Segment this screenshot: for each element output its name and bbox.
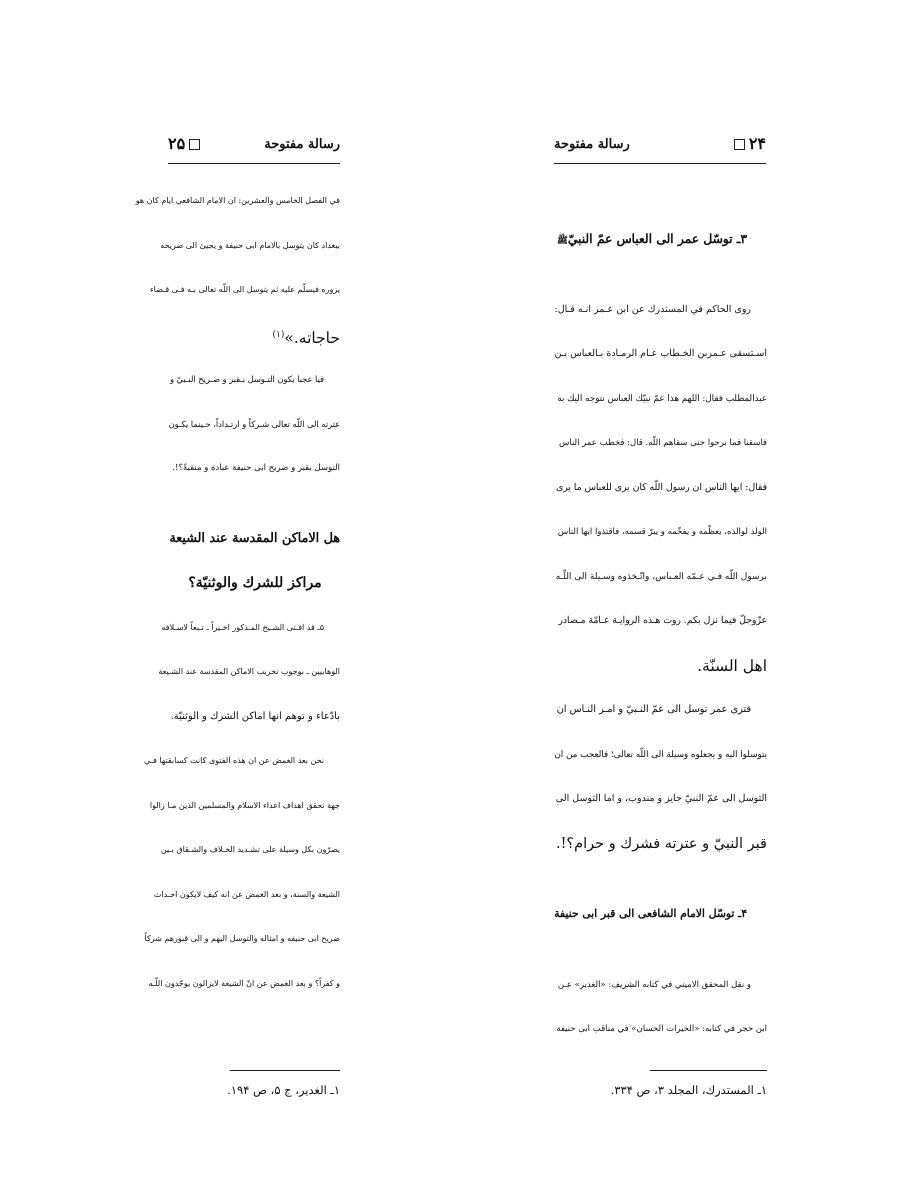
page-number <box>168 134 204 153</box>
text-line: برسول اللّه فـي عـمّه العـباس، واتّـخذوه وسـيلة الی اللّـه <box>555 571 767 582</box>
text-line: يزوره فيسلّم عليه ثم يتوسل الی اللّه تعالی بـه فـی قـضاء <box>149 285 340 294</box>
text-fragment: ۳ـ توسّل عمر الی العباس عمّ النبيّ <box>567 231 747 246</box>
spacer <box>555 873 767 899</box>
right-page <box>450 0 900 1200</box>
text-line: الشيعة والسنة، و بعد الغمض عن انه كيف لايكون احـداث <box>153 889 340 899</box>
text-line: عزّوجلّ فيما نزل بكم. روت هـذه الروايـة عـامّة مـصادر <box>558 615 767 626</box>
text-line: و كفراً؟ و بعد الغمض عن انّ الشيعة لايزالون يوحّدون اللّـه <box>148 978 340 988</box>
section-heading: هل الاماكن المقدسة عند الشيعة <box>169 530 340 546</box>
text-line: يتوسلوا اليه و يجعلوه وسيلة الی اللّه تعالی؛ فالعجب من ان <box>554 749 767 760</box>
footnote-marker: (۱) <box>272 329 285 340</box>
text-line: التوسل الی عمّ النبيّ جايز و مندوب، و اما التوسل الی <box>555 793 767 804</box>
text-line: قبر النبيّ و عترته فشرك و حرام؟!. <box>555 835 767 852</box>
running-title: رسالة مفتوحة <box>264 137 340 152</box>
spacer <box>170 498 340 524</box>
footnote-marker <box>766 1030 767 1031</box>
running-title: رسالة مفتوحة <box>554 137 630 152</box>
page-number-text: ۲۴ <box>748 134 766 153</box>
text-line: فيا عجبا يكون التـوسل بـقبر و ضـريح النـبيّ و <box>169 374 324 384</box>
page-body <box>135 186 340 1013</box>
footnote: ۱ـ الغدير، ج ۵، ص ۱۹۴. <box>227 1083 340 1097</box>
spacer <box>555 269 767 295</box>
text-line: فاسقنا فما برحوا حتی سقاهم اللّه. قال: فخطب عمر الناس <box>559 438 767 448</box>
square-icon <box>734 139 745 150</box>
text-line: نحن بعد الغمض عن ان هذه الفتوی كانت كسابقتها فـي <box>143 756 324 765</box>
spacer <box>555 944 767 970</box>
text-line: ببغداد كان يتوسل بالامام ابی حنيفة و يجیئ الی ضريحه <box>160 240 340 250</box>
salawat-glyph: ﷺ <box>556 236 568 246</box>
text-line: جهة تحقق اهداف اعداء الاسلام والمسلمين الذين مـا زالوا <box>149 800 340 810</box>
text-line: ابن حجر في كتابه: «الخيرات الحسان» في مناقب ابی حنيفة <box>556 1024 767 1034</box>
page-number <box>730 134 766 153</box>
text-line: فقال: ايها الناس ان رسول اللّه كان يری للعباس ما يری <box>555 481 767 493</box>
text-line-with-marker <box>170 320 340 365</box>
page-body <box>555 224 767 1059</box>
section-heading <box>555 224 767 269</box>
text-line: اسـتسقی عـمربن الخـطاب عـام الرمـادة بـالعباس بـن <box>554 348 767 359</box>
text-line: ضريح ابی حنيفه و امثاله والتوسل اليهم و الی قبورهم شركاً <box>144 934 340 943</box>
section-heading: ۴ـ توسّل الامام الشافعی الی قبر ابی حنيفة <box>554 907 747 920</box>
page-header <box>554 133 766 164</box>
text-line: التوسل بقبر و ضريح ابی حنيفة عبادة و منقبةً؟!. <box>172 463 340 473</box>
text-line: روی الحاكم في المستدرك عن ابن عـمر انـه قـال: <box>554 303 751 315</box>
text-line: يصرّون بكل وسيلة علی تشـديد الخـلاف والشـقاق بـين <box>160 845 340 854</box>
square-icon <box>189 139 200 150</box>
text-line: ۵ـ قد افـتی الشـيخ المـذكور اخـيراً ـ تـبعاً لاسـلافه <box>161 622 324 632</box>
text-line: الوهابيين ـ بوجوب تخريب الاماكن المقدسة عند الشـيعة <box>158 667 340 676</box>
text-line: بادّعاء و توهم انها اماكن الشرك و الوثنيّة. <box>170 710 340 722</box>
page-header <box>168 133 340 164</box>
page-number-text: ۲۵ <box>168 134 186 153</box>
footnote-divider <box>230 1070 340 1071</box>
text-line: عترته الی اللّه تعالی شـركاً و ارتـداداً، حـينما يكـون <box>168 418 340 429</box>
footnote-divider <box>650 1070 767 1071</box>
footnote: ۱ـ المستدرك، المجلد ۳، ص ۳۳۴. <box>610 1083 767 1097</box>
text-line: في الفصل الخامس والعشرين: ان الامام الشافعي ايام كان هو <box>135 196 340 205</box>
text-line: اهل السنّة. <box>697 656 767 675</box>
text-line: عبدالمطلب فقال: اللهم هذا عمّ نبيّك العباس نتوجه اليك به <box>557 393 767 404</box>
section-heading: مراكز للشرك والوثنيّة؟ <box>188 575 322 591</box>
text-line: و نقل المحقق الاميني في كتابه الشريف: «الغدير» عـن <box>557 979 751 990</box>
text-line: فتری عمر توسل الی عمّ النـبيّ و امـر النـاس ان <box>556 704 751 715</box>
text-line: الولد لوالده، يعظّمه و يفخّمه و يبرّ قسمه، فاقتدوا ايها الناس <box>557 527 767 537</box>
text-fragment: حاجاته.» <box>284 328 340 347</box>
